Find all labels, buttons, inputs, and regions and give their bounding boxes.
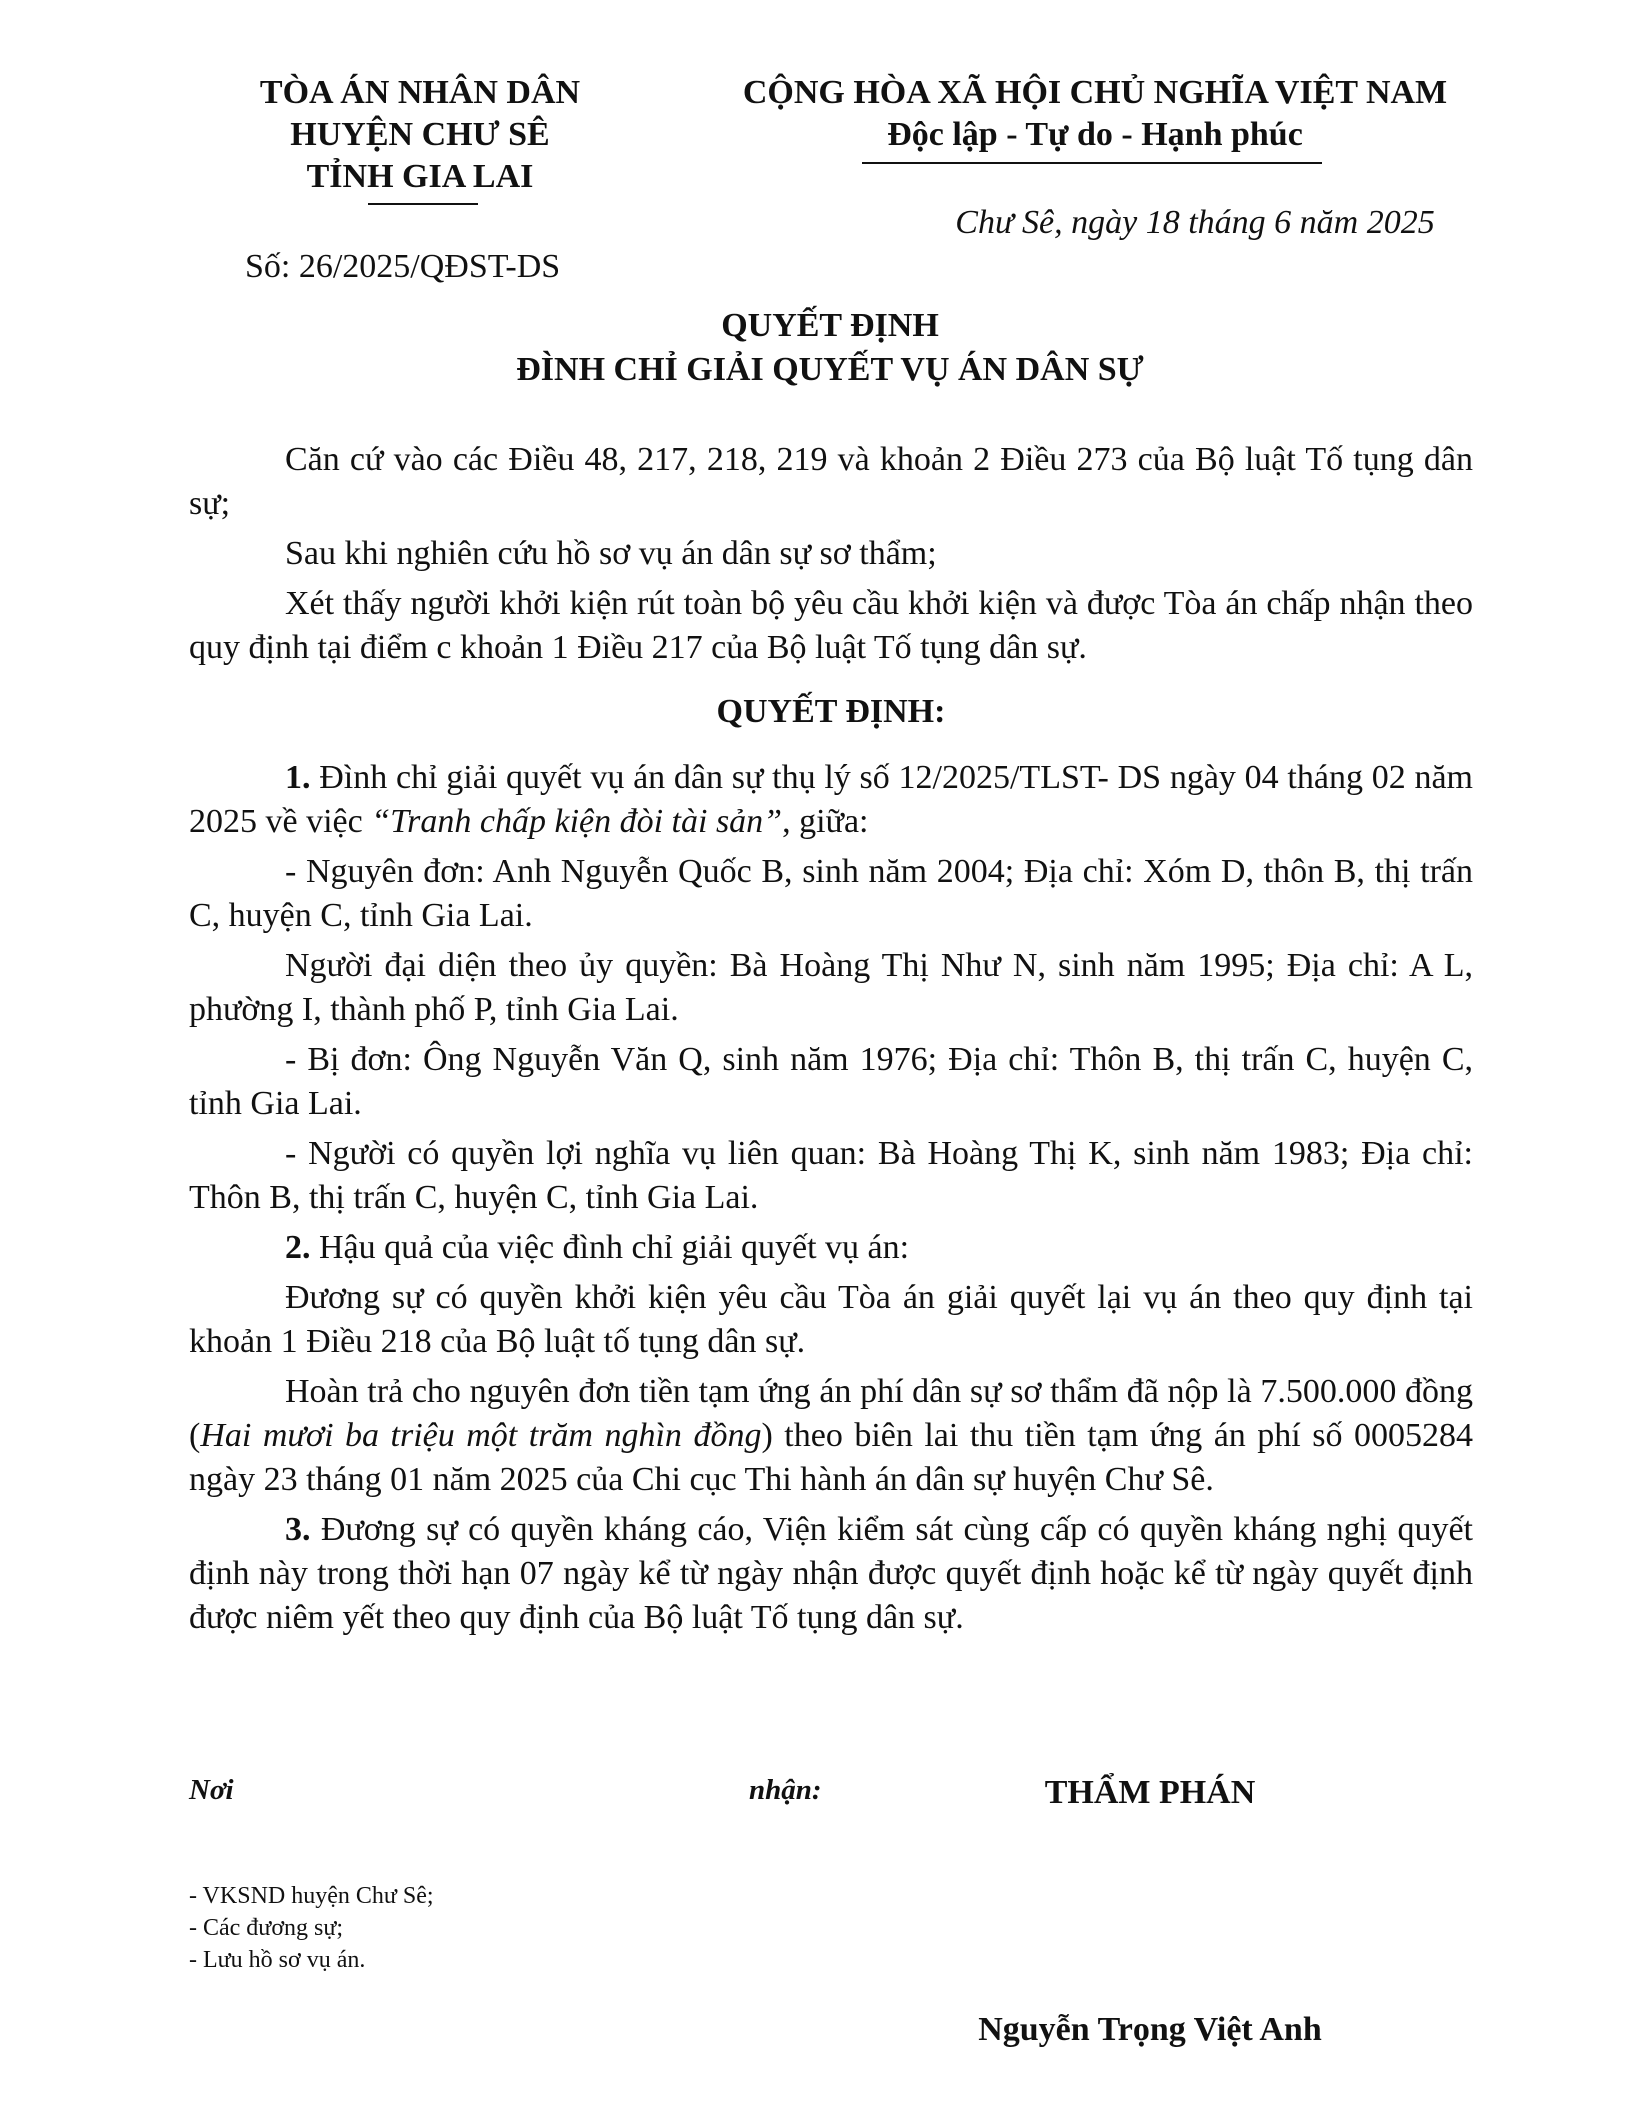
court-province: TỈNH GIA LAI xyxy=(306,158,534,195)
document-body xyxy=(189,438,1473,1646)
section-1-text-a: Đình chỉ giải quyết vụ án dân sự thụ lý số 12/2025/TLST- DS ngày 04 tháng 02 năm 2025 về việc xyxy=(189,759,1473,840)
signature-title: THẨM PHÁN xyxy=(1044,1774,1256,1811)
document-title xyxy=(190,304,1470,392)
section-1-number: 1. xyxy=(285,759,311,796)
national-header xyxy=(720,72,1470,156)
refund-text-b: ) theo biên lai thu tiền tạm ứng án phí số 0005284 ngày 23 tháng 01 năm 2025 của Chi cục Thi hành án dân sự huyện Chư Sê. xyxy=(189,1417,1473,1498)
court-header xyxy=(200,72,640,198)
section-1-intro xyxy=(189,756,1473,844)
recipient-item: - VKSND huyện Chư Sê; xyxy=(189,1883,434,1909)
plaintiff: - Nguyên đơn: Anh Nguyễn Quốc B, sinh năm 2004; Địa chỉ: Xóm D, thôn B, thị trấn C, huyện C, tỉnh Gia Lai. xyxy=(189,853,1473,934)
recipients-label-part-1: Nơi xyxy=(189,1774,234,1806)
decision-heading: QUYẾT ĐỊNH: xyxy=(716,693,946,730)
related-party: - Người có quyền lợi nghĩa vụ liên quan: Bà Hoàng Thị K, sinh năm 1983; Địa chỉ: Thôn B, thị trấn C, huyện C, tỉnh Gia Lai. xyxy=(189,1135,1473,1216)
court-district: HUYỆN CHƯ SÊ xyxy=(290,116,550,153)
national-motto: Độc lập - Tự do - Hạnh phúc xyxy=(887,116,1303,153)
document-number: Số: 26/2025/QĐST-DS xyxy=(245,248,561,285)
section-1-text-b: , giữa: xyxy=(782,803,869,840)
section-2-right-to-resue: Đương sự có quyền khởi kiện yêu cầu Tòa án giải quyết lại vụ án theo quy định tại khoản 1 Điều 218 của Bộ luật tố tụng dân sự. xyxy=(189,1279,1473,1360)
refund-text-a: Hoàn trả cho nguyên đơn tiền tạm ứng án phí dân sự sơ thẩm đã nộp là 7.500.000 đồng ( xyxy=(189,1373,1473,1454)
preamble-legal-basis: Căn cứ vào các Điều 48, 217, 218, 219 và khoản 2 Điều 273 của Bộ luật Tố tụng dân sự; xyxy=(189,441,1473,522)
section-2-number: 2. xyxy=(285,1229,311,1266)
section-3 xyxy=(189,1508,1473,1640)
representative: Người đại diện theo ủy quyền: Bà Hoàng Thị Như N, sinh năm 1995; Địa chỉ: A L, phường I, thành phố P, tỉnh Gia Lai. xyxy=(189,947,1473,1028)
section-3-number: 3. xyxy=(285,1511,311,1548)
recipients-label-part-2: nhận: xyxy=(749,1774,822,1806)
recipient-item: - Các đương sự; xyxy=(189,1915,344,1941)
section-3-text: Đương sự có quyền kháng cáo, Viện kiểm sát cùng cấp có quyền kháng nghị quyết định này trong thời hạn 07 ngày kể từ ngày nhận được quyết định hoặc kể từ ngày quyết định được niêm yết theo quy định của Bộ luật Tố tụng dân sự. xyxy=(189,1511,1473,1636)
preamble-finding: Xét thấy người khởi kiện rút toàn bộ yêu cầu khởi kiện và được Tòa án chấp nhận theo quy định tại điểm c khoản 1 Điều 217 của Bộ luật Tố tụng dân sự. xyxy=(189,585,1473,666)
national-motto-underline xyxy=(862,162,1322,164)
recipient-item: - Lưu hồ sơ vụ án. xyxy=(189,1947,366,1973)
issue-date: Chư Sê, ngày 18 tháng 6 năm 2025 xyxy=(955,204,1435,241)
case-name: “Tranh chấp kiện đòi tài sản” xyxy=(371,803,783,840)
national-name: CỘNG HÒA XÃ HỘI CHỦ NGHĨA VIỆT NAM xyxy=(742,74,1448,111)
section-2-heading xyxy=(189,1226,1473,1270)
section-2-refund xyxy=(189,1370,1473,1502)
court-header-underline xyxy=(368,203,478,205)
recipients-list xyxy=(189,1880,889,1976)
title-line-2: ĐÌNH CHỈ GIẢI QUYẾT VỤ ÁN DÂN SỰ xyxy=(516,351,1144,388)
title-line-1: QUYẾT ĐỊNH xyxy=(721,307,939,344)
court-name: TÒA ÁN NHÂN DÂN xyxy=(259,74,581,111)
section-2-heading-text: Hậu quả của việc đình chỉ giải quyết vụ án: xyxy=(310,1229,910,1266)
refund-amount-words: Hai mươi ba triệu một trăm nghìn đồng xyxy=(200,1417,762,1454)
defendant: - Bị đơn: Ông Nguyễn Văn Q, sinh năm 1976; Địa chỉ: Thôn B, thị trấn C, huyện C, tỉnh Gia Lai. xyxy=(189,1041,1473,1122)
preamble-review: Sau khi nghiên cứu hồ sơ vụ án dân sự sơ thẩm; xyxy=(285,535,937,572)
judge-name: Nguyễn Trọng Việt Anh xyxy=(978,2011,1322,2048)
